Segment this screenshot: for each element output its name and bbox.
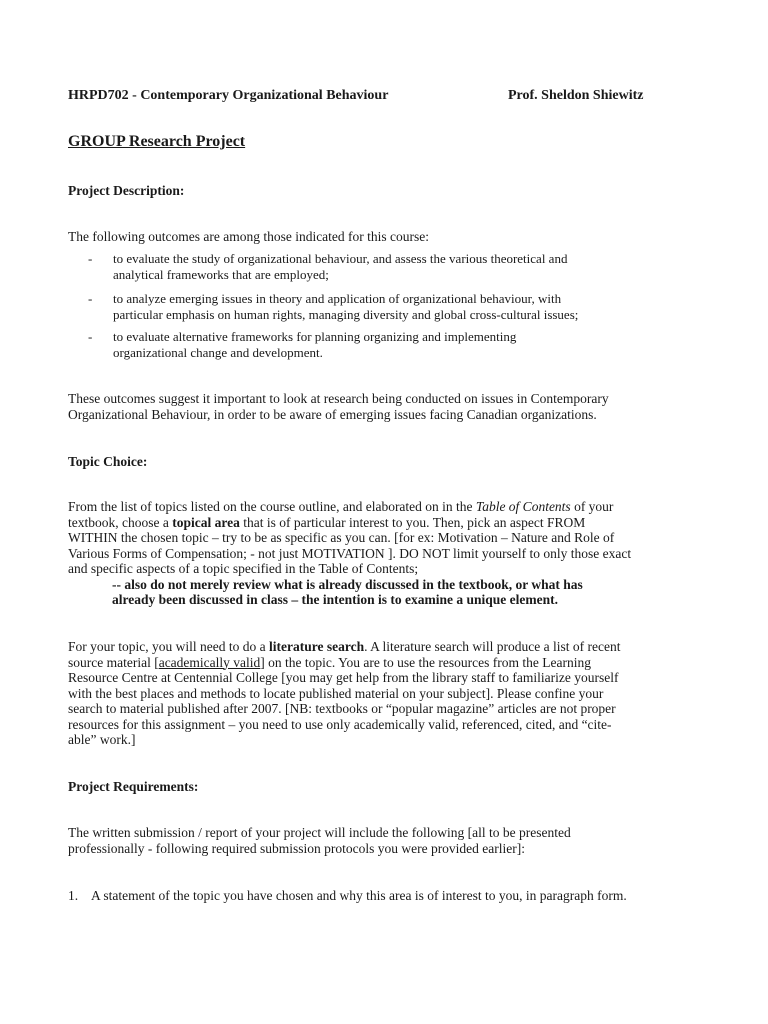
table-of-contents-ref: Table of Contents — [475, 499, 571, 514]
paragraph-line: professionally - following required submission protocols you were provided earlier]: — [68, 840, 526, 856]
paragraph-line: search to material published after 2007. [NB: textbooks or “popular magazine” articles are not proper — [68, 701, 616, 716]
paragraph-line — [68, 515, 708, 531]
paragraph-line: These outcomes suggest it important to look at research being conducted on issues in Contemporary — [68, 391, 609, 406]
literature-paragraph — [68, 639, 708, 748]
academically-valid-emphasis: academically valid — [158, 654, 261, 670]
bullet-marker: - — [88, 329, 93, 344]
text-run: textbook, choose a — [68, 514, 173, 530]
requirements-paragraph — [68, 825, 708, 856]
outcomes-intro — [68, 229, 708, 245]
text-run: source material [ — [68, 654, 159, 670]
topic-choice-heading: Topic Choice: — [68, 454, 148, 469]
paragraph-line — [68, 499, 708, 515]
bullet-line: organizational change and development. — [113, 344, 323, 360]
text-run: From the list of topics listed on the course outline, and elaborated on in the — [68, 499, 476, 514]
bullet-marker: - — [88, 291, 93, 306]
paragraph-line: and specific aspects of a topic specified in the Table of Contents; — [68, 561, 419, 576]
bullet-line: analytical frameworks that are employed; — [113, 266, 329, 282]
paragraph-line: The written submission / report of your project will include the following [all to be presented — [68, 825, 571, 840]
text-run: . A literature search will produce a list of recent — [364, 639, 621, 654]
outcomes-intro-text: The following outcomes are among those indicated for this course: — [68, 229, 430, 244]
requirement-item-text: A statement of the topic you have chosen and why this area is of interest to you, in paragraph form. — [91, 888, 627, 903]
paragraph-line: with the best places and methods to locate published material on your subject]. Please confine your — [68, 685, 604, 701]
literature-search-emphasis: literature search — [268, 639, 365, 654]
bullet-line: particular emphasis on human rights, managing diversity and global cross-cultural issues; — [113, 306, 579, 322]
requirement-item-number: 1. — [68, 888, 79, 903]
bullet-line: to analyze emerging issues in theory and application of organizational behaviour, with — [113, 291, 562, 306]
page-title: GROUP Research Project — [68, 133, 246, 150]
project-requirements-heading: Project Requirements: — [68, 779, 199, 794]
paragraph-line — [68, 639, 708, 655]
topical-area-emphasis: topical area — [172, 514, 240, 530]
paragraph-line — [68, 655, 708, 671]
paragraph-line: Various Forms of Compensation; - not just MOTIVATION ]. DO NOT limit yourself to only those exact — [68, 545, 632, 561]
paragraph-line: WITHIN the chosen topic – try to be as specific as you can. [for ex: Motivation – Nature and Role of — [68, 530, 615, 545]
text-run: of your — [570, 499, 614, 514]
text-run: that is of particular interest to you. Then, pick an aspect FROM — [239, 514, 586, 530]
paragraph-line: Organizational Behaviour, in order to be aware of emerging issues facing Canadian organizations. — [68, 406, 597, 422]
emphasis-line: -- also do not merely review what is already discussed in the textbook, or what has — [112, 576, 583, 592]
paragraph-line: able” work.] — [68, 732, 136, 747]
project-description-heading: Project Description: — [68, 183, 185, 198]
course-title: HRPD702 - Contemporary Organizational Behaviour — [68, 88, 389, 103]
text-run: ] on the topic. You are to use the resources from the Learning — [260, 654, 591, 670]
professor-name: Prof. Sheldon Shiewitz — [508, 88, 644, 103]
bullet-line: to evaluate the study of organizational behaviour, and assess the various theoretical and — [113, 251, 568, 266]
paragraph-line: Resource Centre at Centennial College [you may get help from the library staff to familiarize yourself — [68, 670, 619, 685]
bullet-marker: - — [88, 251, 93, 266]
bullet-line: to evaluate alternative frameworks for planning organizing and implementing — [113, 329, 517, 344]
emphasis-line: already been discussed in class – the intention is to examine a unique element. — [112, 592, 559, 607]
paragraph-line: resources for this assignment – you need to use only academically valid, referenced, cited, and “cite- — [68, 716, 612, 732]
topic-paragraph — [68, 499, 708, 608]
outcomes-paragraph — [68, 391, 708, 422]
text-run: For your topic, you will need to do a — [68, 639, 269, 654]
